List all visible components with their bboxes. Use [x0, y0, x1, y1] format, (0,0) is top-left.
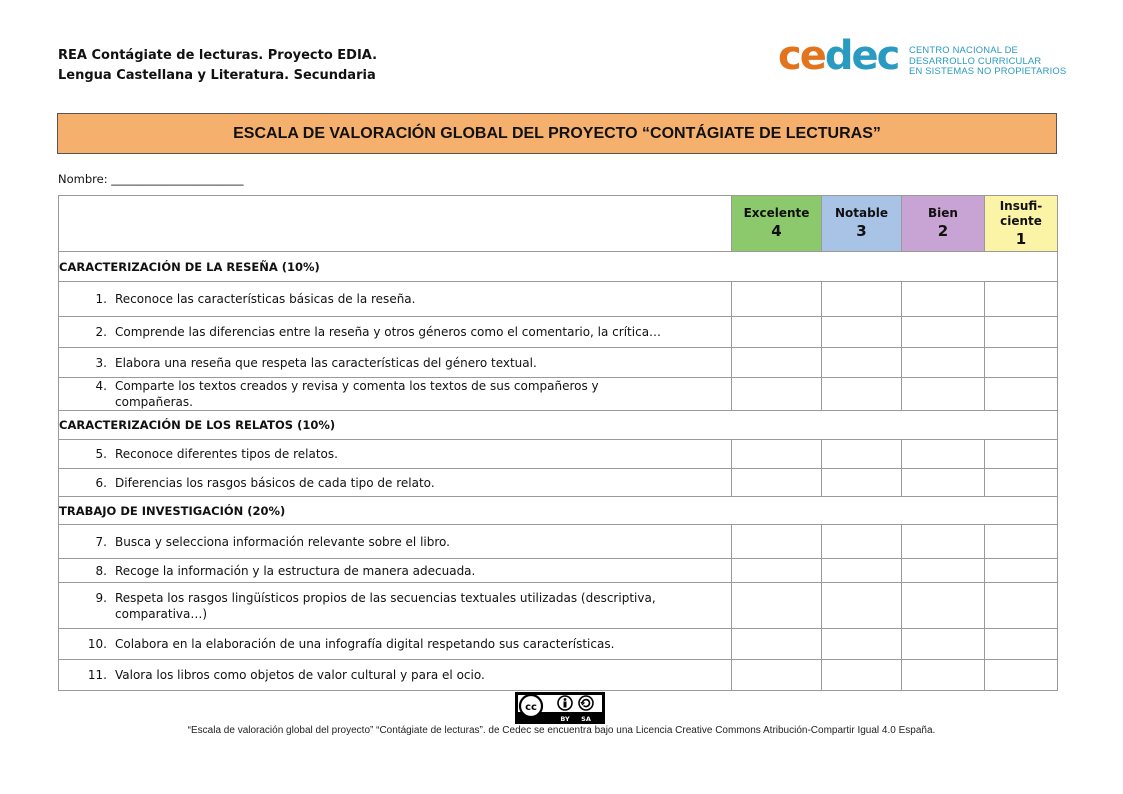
criterion-text-cell [59, 525, 732, 559]
criterion-row [59, 378, 1058, 411]
score-cell-insuficiente[interactable] [985, 469, 1058, 497]
score-cell-notable[interactable] [822, 583, 902, 629]
header-blank-cell [59, 196, 732, 252]
section-header-row [59, 252, 1058, 282]
level-notable: Notable 3 [822, 196, 902, 252]
score-cell-bien[interactable] [902, 559, 985, 583]
page-title: ESCALA DE VALORACIÓN GLOBAL DEL PROYECTO “CONTÁGIATE DE LECTURAS” [57, 113, 1057, 154]
criterion-text: Recoge la información y la estructura de manera adecuada. [115, 563, 476, 578]
score-cell-bien[interactable] [902, 525, 985, 559]
score-cell-notable[interactable] [822, 348, 902, 378]
criterion-text-cell [59, 378, 732, 411]
criterion-number: 11. [87, 668, 107, 682]
score-cell-excelente[interactable] [732, 378, 822, 411]
section-header-row [59, 411, 1058, 440]
score-cell-bien[interactable] [902, 583, 985, 629]
criterion-text: Diferencias los rasgos básicos de cada tipo de relato. [115, 475, 435, 490]
score-cell-bien[interactable] [902, 440, 985, 469]
score-cell-insuficiente[interactable] [985, 317, 1058, 348]
criterion-row [59, 469, 1058, 497]
score-cell-excelente[interactable] [732, 525, 822, 559]
nombre-field-label: Nombre: _______________________ [58, 172, 244, 186]
score-cell-insuficiente[interactable] [985, 629, 1058, 660]
rubric-table [58, 195, 1058, 691]
level-bien: Bien 2 [902, 196, 985, 252]
criterion-row [59, 559, 1058, 583]
criterion-number: 8. [95, 563, 107, 578]
creative-commons-by-sa-icon[interactable] [515, 692, 605, 724]
score-cell-notable[interactable] [822, 440, 902, 469]
score-cell-notable[interactable] [822, 629, 902, 660]
criterion-number: 6. [95, 475, 107, 490]
criterion-text-cell [59, 469, 732, 497]
criterion-number: 10. [87, 637, 107, 651]
score-cell-bien[interactable] [902, 378, 985, 411]
criterion-row [59, 660, 1058, 691]
score-cell-excelente[interactable] [732, 440, 822, 469]
cc-by-label: BY [560, 715, 570, 723]
score-cell-notable[interactable] [822, 660, 902, 691]
score-cell-bien[interactable] [902, 660, 985, 691]
section-title: CARACTERIZACIÓN DE LOS RELATOS (10%) [59, 411, 1058, 440]
license-text: “Escala de valoración global del proyecto” “Contágiate de lecturas”. de Cedec se encuentra bajo una Licencia Creative Commons Atribución-Compartir Igual 4.0 España. [187, 725, 936, 736]
score-cell-notable[interactable] [822, 317, 902, 348]
score-cell-notable[interactable] [822, 525, 902, 559]
section-title: CARACTERIZACIÓN DE LA RESEÑA (10%) [59, 252, 1058, 282]
score-cell-bien[interactable] [902, 629, 985, 660]
score-cell-notable[interactable] [822, 282, 902, 317]
score-cell-excelente[interactable] [732, 348, 822, 378]
criterion-number: 4. [95, 379, 107, 393]
criterion-number: 2. [95, 325, 107, 339]
document-header [58, 46, 377, 86]
criterion-text: Comparte los textos creados y revisa y comenta los textos de sus compañeros y compañeras. [115, 379, 599, 409]
score-cell-bien[interactable] [902, 317, 985, 348]
criterion-text: Reconoce las características básicas de la reseña. [115, 292, 416, 306]
criterion-text-cell [59, 583, 732, 629]
section-title: TRABAJO DE INVESTIGACIÓN (20%) [59, 497, 1058, 525]
criterion-text: Busca y selecciona información relevante sobre el libro. [115, 534, 450, 549]
criterion-text: Colabora en la elaboración de una infografía digital respetando sus características. [115, 637, 615, 651]
score-cell-insuficiente[interactable] [985, 440, 1058, 469]
level-insuficiente: Insufi- ciente 1 [985, 196, 1058, 252]
score-cell-insuficiente[interactable] [985, 583, 1058, 629]
score-cell-excelente[interactable] [732, 660, 822, 691]
cc-badge-graphic [516, 693, 604, 723]
score-cell-insuficiente[interactable] [985, 559, 1058, 583]
cedec-logo-subtitle: CENTRO NACIONAL DE DESARROLLO CURRICULAR EN SISTEMAS NO PROPIETARIOS [909, 44, 1067, 76]
criterion-row [59, 583, 1058, 629]
criterion-number: 7. [95, 534, 107, 549]
score-cell-excelente[interactable] [732, 559, 822, 583]
score-cell-notable[interactable] [822, 469, 902, 497]
criterion-text-cell [59, 629, 732, 660]
criterion-text-cell [59, 559, 732, 583]
score-cell-insuficiente[interactable] [985, 660, 1058, 691]
criterion-text: Reconoce diferentes tipos de relatos. [115, 447, 338, 461]
score-cell-insuficiente[interactable] [985, 525, 1058, 559]
score-cell-bien[interactable] [902, 282, 985, 317]
criterion-text-cell [59, 440, 732, 469]
score-cell-excelente[interactable] [732, 282, 822, 317]
score-cell-notable[interactable] [822, 378, 902, 411]
score-cell-excelente[interactable] [732, 629, 822, 660]
score-cell-insuficiente[interactable] [985, 282, 1058, 317]
header-line-1: REA Contágiate de lecturas. Proyecto EDIA. [58, 48, 378, 63]
score-cell-excelente[interactable] [732, 583, 822, 629]
criterion-text-cell [59, 317, 732, 348]
score-cell-excelente[interactable] [732, 469, 822, 497]
cc-sa-label: SA [581, 715, 591, 723]
criterion-number: 5. [95, 447, 107, 461]
criterion-text-cell [59, 348, 732, 378]
score-cell-bien[interactable] [902, 469, 985, 497]
criterion-row [59, 282, 1058, 317]
criterion-row [59, 525, 1058, 559]
criterion-text: Valora los libros como objetos de valor cultural y para el ocio. [115, 668, 485, 682]
score-cell-insuficiente[interactable] [985, 378, 1058, 411]
score-cell-notable[interactable] [822, 559, 902, 583]
criterion-row [59, 317, 1058, 348]
criterion-text-cell [59, 660, 732, 691]
criterion-row [59, 348, 1058, 378]
criterion-text-cell [59, 282, 732, 317]
criterion-row [59, 440, 1058, 469]
score-cell-bien[interactable] [902, 348, 985, 378]
cedec-logo-word: cedec [778, 33, 899, 79]
header-line-2: Lengua Castellana y Literatura. Secundaria [58, 68, 376, 83]
score-cell-insuficiente[interactable] [985, 348, 1058, 378]
level-header-row [59, 196, 1058, 252]
criterion-row [59, 629, 1058, 660]
score-cell-excelente[interactable] [732, 317, 822, 348]
criterion-text: Comprende las diferencias entre la reseña y otros géneros como el comentario, la crítica… [115, 325, 662, 339]
criterion-number: 9. [95, 590, 107, 605]
criterion-number: 1. [95, 292, 107, 306]
level-excelente: Excelente 4 [732, 196, 822, 252]
criterion-number: 3. [95, 355, 107, 370]
criterion-text: Respeta los rasgos lingüísticos propios de las secuencias textuales utilizadas (descriptiva, comparativa…) [115, 590, 656, 621]
criterion-text: Elabora una reseña que respeta las características del género textual. [115, 355, 537, 370]
svg-text:cc: cc [525, 702, 537, 713]
section-header-row [59, 497, 1058, 525]
